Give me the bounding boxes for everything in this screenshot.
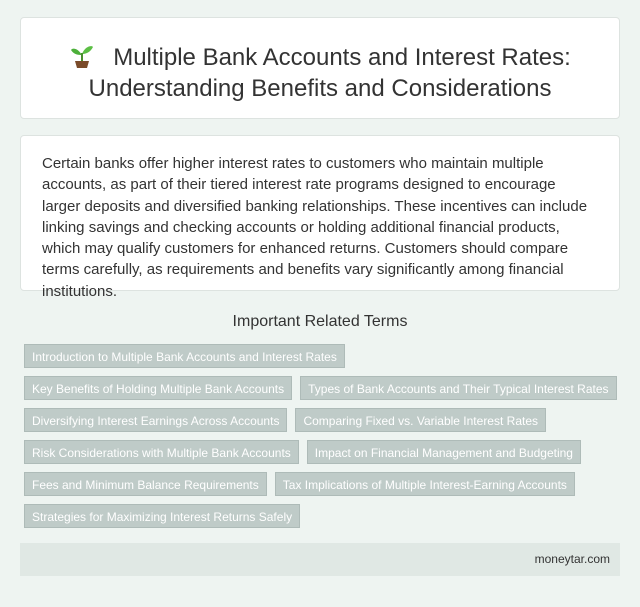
- footer: [20, 543, 620, 576]
- article-text: Certain banks offer higher interest rates to customers who maintain multiple accounts, as part of their tiered interest rate programs designed to encourage larger deposits and diversified banking relationships. These incentives can include linking savings and checking accounts or holding additional financial products, which may qualify customers for enhanced returns. Customers should compare terms carefully, as requirements and benefits vary significantly among financial institutions.: [42, 155, 588, 300]
- article-card: [20, 135, 620, 300]
- footer-site-name[interactable]: moneytar.com: [534, 552, 610, 566]
- related-term-tag[interactable]: Strategies for Maximizing Interest Returns Safely: [24, 504, 300, 528]
- related-terms-list: [24, 344, 620, 536]
- title-line-1: Multiple Bank Accounts and Interest Rates:: [113, 44, 571, 71]
- related-term-tag[interactable]: Tax Implications of Multiple Interest-Earning Accounts: [275, 472, 575, 496]
- related-term-tag[interactable]: Introduction to Multiple Bank Accounts and Interest Rates: [24, 344, 345, 368]
- related-term-tag[interactable]: Impact on Financial Management and Budgeting: [307, 440, 581, 464]
- related-term-tag[interactable]: Key Benefits of Holding Multiple Bank Accounts: [24, 376, 292, 400]
- related-term-tag[interactable]: Types of Bank Accounts and Their Typical Interest Rates: [300, 376, 616, 400]
- related-terms-heading: Important Related Terms: [232, 313, 408, 330]
- title-line-2: Understanding Benefits and Considerations: [88, 75, 552, 102]
- sprout-icon: [69, 42, 95, 68]
- related-term-tag[interactable]: Comparing Fixed vs. Variable Interest Rates: [295, 408, 546, 432]
- related-term-tag[interactable]: Fees and Minimum Balance Requirements: [24, 472, 267, 496]
- page-title: [21, 42, 619, 104]
- related-term-tag[interactable]: Diversifying Interest Earnings Across Accounts: [24, 408, 287, 432]
- title-card: [20, 17, 620, 119]
- related-term-tag[interactable]: Risk Considerations with Multiple Bank Accounts: [24, 440, 299, 464]
